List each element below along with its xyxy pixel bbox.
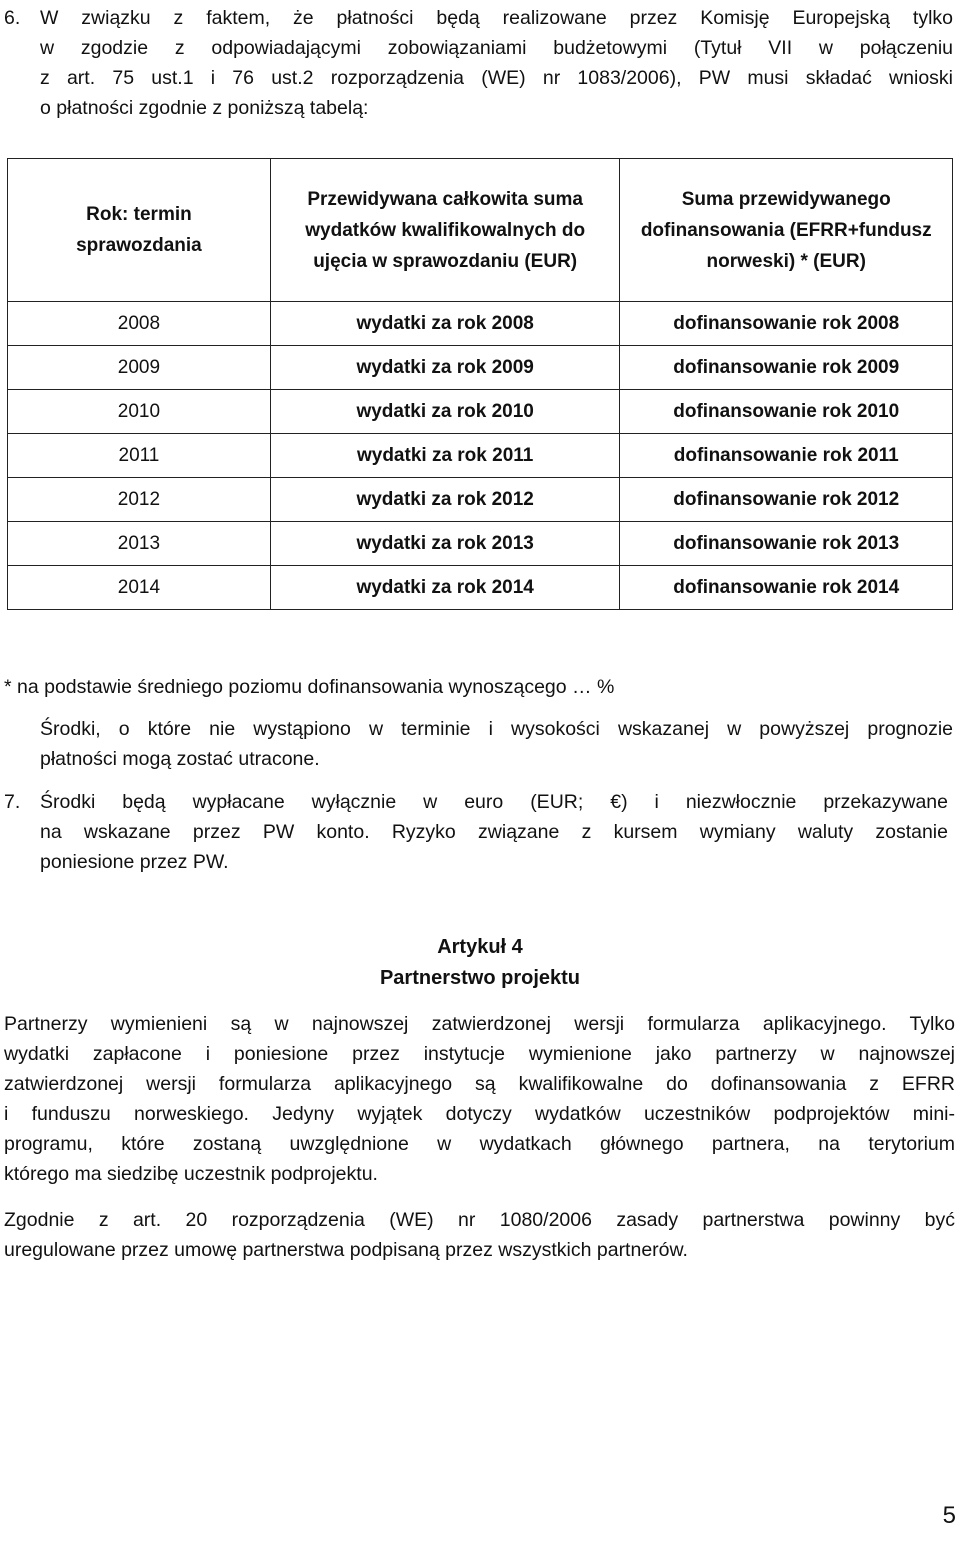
header-expenditure: Przewidywana całkowita suma wydatków kwalifikowalnych do ujęcia w sprawozdaniu (EUR) bbox=[270, 159, 620, 302]
cell-expenditure: wydatki za rok 2009 bbox=[270, 346, 620, 390]
table-row bbox=[8, 522, 953, 566]
cell-expenditure: wydatki za rok 2008 bbox=[270, 302, 620, 346]
payment-schedule-table bbox=[7, 158, 953, 610]
paragraph-line: i funduszu norweskiego. Jedyny wyjątek dotyczy wydatków uczestników podprojektów mini- bbox=[4, 1103, 955, 1125]
section-6-line: w zgodzie z odpowiadającymi zobowiązaniami budżetowymi (Tytuł VII w połączeniu bbox=[40, 37, 953, 59]
warning-text bbox=[40, 714, 953, 774]
section-7-number: 7. bbox=[4, 791, 21, 813]
section-6-number: 6. bbox=[4, 7, 21, 29]
section-6-line: o płatności zgodnie z poniższą tabelą: bbox=[40, 97, 369, 119]
cell-cofinancing: dofinansowanie rok 2009 bbox=[620, 346, 953, 390]
page-number: 5 bbox=[942, 1502, 956, 1529]
table-header-row bbox=[8, 159, 953, 302]
warning-line: Środki, o które nie wystąpiono w terminie i wysokości wskazanej w powyższej prognozie bbox=[40, 718, 953, 740]
paragraph-line: zatwierdzonej wersji formularza aplikacyjnego są kwalifikowalne do dofinansowania z EFRR bbox=[4, 1073, 955, 1095]
paragraph-line: Zgodnie z art. 20 rozporządzenia (WE) nr 1080/2006 zasady partnerstwa powinny być bbox=[4, 1209, 955, 1231]
cell-cofinancing: dofinansowanie rok 2010 bbox=[620, 390, 953, 434]
cell-expenditure: wydatki za rok 2014 bbox=[270, 566, 620, 610]
paragraph-line: uregulowane przez umowę partnerstwa podpisaną przez wszystkich partnerów. bbox=[4, 1239, 688, 1261]
table-row bbox=[8, 302, 953, 346]
cell-expenditure: wydatki za rok 2013 bbox=[270, 522, 620, 566]
regulation-paragraph bbox=[4, 1205, 955, 1265]
cell-cofinancing: dofinansowanie rok 2011 bbox=[620, 434, 953, 478]
table-row bbox=[8, 434, 953, 478]
warning-line: płatności mogą zostać utracone. bbox=[40, 748, 320, 770]
cell-expenditure: wydatki za rok 2010 bbox=[270, 390, 620, 434]
table-row bbox=[8, 566, 953, 610]
cell-year: 2011 bbox=[8, 434, 271, 478]
section-6-text bbox=[40, 3, 953, 123]
paragraph-line: programu, które zostaną uwzględnione w wydatkach głównego partnera, na terytorium bbox=[4, 1133, 955, 1155]
section-7-line: na wskazane przez PW konto. Ryzyko związane z kursem wymiany waluty zostanie bbox=[40, 821, 948, 843]
section-7-line: poniesione przez PW. bbox=[40, 851, 229, 873]
paragraph-line: którego ma siedzibę uczestnik podprojektu. bbox=[4, 1163, 378, 1185]
header-year: Rok: termin sprawozdania bbox=[8, 159, 271, 302]
cell-year: 2013 bbox=[8, 522, 271, 566]
cell-expenditure: wydatki za rok 2011 bbox=[270, 434, 620, 478]
section-7-text bbox=[40, 787, 948, 877]
section-6-line: z art. 75 ust.1 i 76 ust.2 rozporządzenia (WE) nr 1083/2006), PW musi składać wnioski bbox=[40, 67, 953, 89]
cell-cofinancing: dofinansowanie rok 2013 bbox=[620, 522, 953, 566]
cell-year: 2012 bbox=[8, 478, 271, 522]
table-row bbox=[8, 346, 953, 390]
cell-cofinancing: dofinansowanie rok 2014 bbox=[620, 566, 953, 610]
table-row bbox=[8, 478, 953, 522]
header-cofinancing: Suma przewidywanego dofinansowania (EFRR+fundusz norweski) * (EUR) bbox=[620, 159, 953, 302]
cell-year: 2009 bbox=[8, 346, 271, 390]
cell-year: 2014 bbox=[8, 566, 271, 610]
article-title: Artykuł 4 bbox=[437, 936, 523, 958]
cell-year: 2010 bbox=[8, 390, 271, 434]
cell-expenditure: wydatki za rok 2012 bbox=[270, 478, 620, 522]
section-6-line: W związku z faktem, że płatności będą realizowane przez Komisję Europejską tylko bbox=[40, 7, 953, 29]
cell-year: 2008 bbox=[8, 302, 271, 346]
table-footnote: * na podstawie średniego poziomu dofinansowania wynoszącego … % bbox=[4, 676, 615, 698]
paragraph-line: Partnerzy wymienieni są w najnowszej zatwierdzonej wersji formularza aplikacyjnego. Tylko bbox=[4, 1013, 955, 1035]
cell-cofinancing: dofinansowanie rok 2008 bbox=[620, 302, 953, 346]
article-subtitle: Partnerstwo projektu bbox=[379, 967, 581, 989]
cell-cofinancing: dofinansowanie rok 2012 bbox=[620, 478, 953, 522]
partnership-paragraph bbox=[4, 1009, 955, 1189]
table-row bbox=[8, 390, 953, 434]
section-7-line: Środki będą wypłacane wyłącznie w euro (EUR; €) i niezwłocznie przekazywane bbox=[40, 791, 948, 813]
paragraph-line: wydatki zapłacone i poniesione przez instytucje wymienione jako partnerzy w najnowszej bbox=[4, 1043, 955, 1065]
